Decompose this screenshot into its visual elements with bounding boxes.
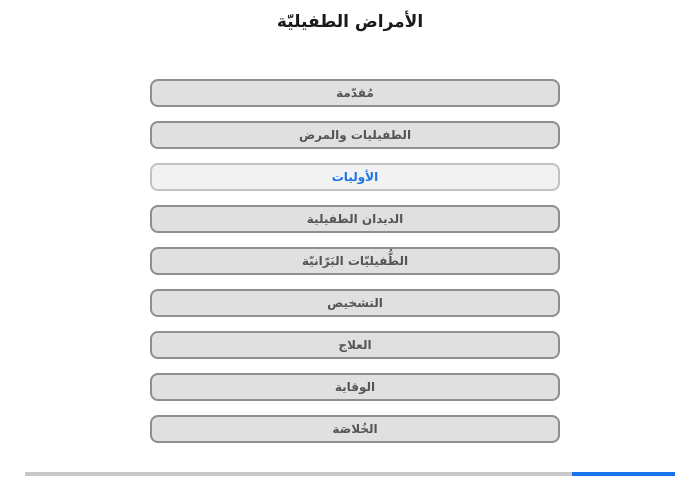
menu-item-diagnosis[interactable]: التشخيص [150, 289, 560, 317]
menu-item-parasites-and-disease[interactable]: الطفيليات والمرض [150, 121, 560, 149]
progress-bar [25, 472, 675, 476]
menu-item-summary[interactable]: الخُلاصَة [150, 415, 560, 443]
page-title: الأمراض الطفيليّة [276, 12, 424, 32]
menu-item-ectoparasites[interactable]: الطُّفيليّات البَرّانيّة [150, 247, 560, 275]
menu-item-treatment[interactable]: العلاج [150, 331, 560, 359]
menu-item-introduction[interactable]: مُقدّمة [150, 79, 560, 107]
chapter-menu [150, 79, 560, 457]
menu-item-protozoa[interactable]: الأوليات [150, 163, 560, 191]
progress-bar-fill [572, 472, 675, 476]
menu-item-prevention[interactable]: الوقاية [150, 373, 560, 401]
menu-item-parasitic-worms[interactable]: الديدان الطفيلية [150, 205, 560, 233]
